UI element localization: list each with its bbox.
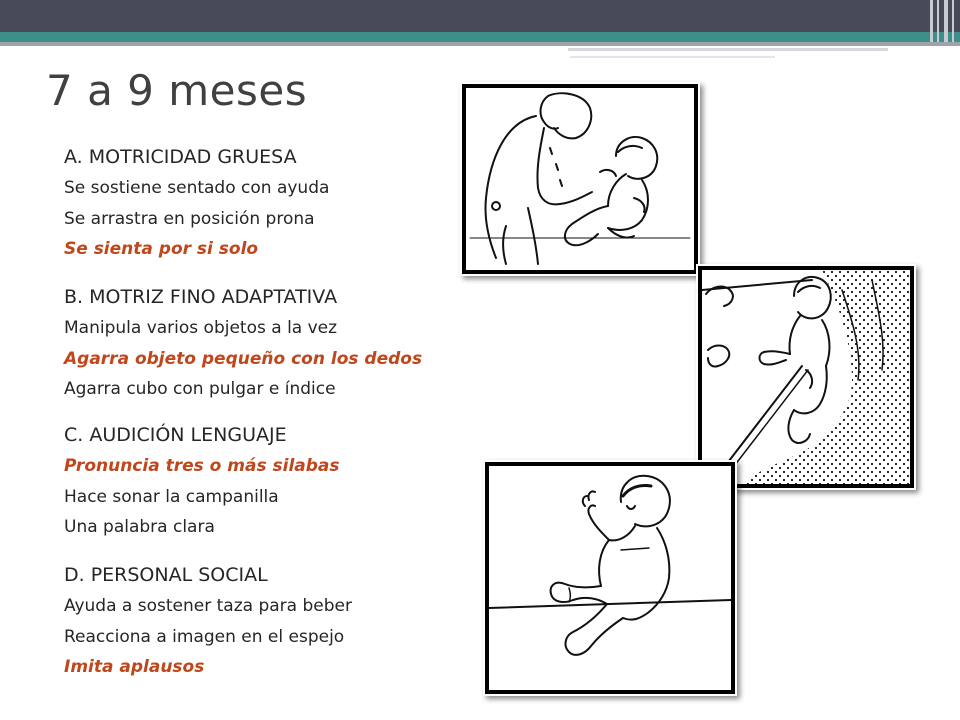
list-item: Ayuda a sostener taza para beber	[64, 596, 352, 616]
list-item-highlighted: Se sienta por si solo	[64, 239, 259, 259]
section-heading: D. PERSONAL SOCIAL	[64, 564, 268, 586]
section-audicion-lenguaje	[64, 421, 340, 543]
header-edge-stripe	[952, 0, 954, 42]
list-item: Se sostiene sentado con ayuda	[64, 178, 330, 198]
header-edge-stripe	[930, 0, 933, 42]
baby-sitting-alone-illustration	[485, 462, 735, 694]
section-heading: B. MOTRIZ FINO ADAPTATIVA	[64, 286, 338, 308]
section-motricidad-gruesa	[64, 143, 329, 265]
list-item: Una palabra clara	[64, 517, 215, 537]
slide-title: 7 a 9 meses	[46, 66, 308, 115]
list-item: Se arrastra en posición prona	[64, 208, 315, 229]
list-item: Hace sonar la campanilla	[64, 486, 279, 507]
section-heading: A. MOTRICIDAD GRUESA	[64, 146, 297, 168]
list-item-highlighted: Imita aplausos	[64, 657, 205, 677]
mother-holding-baby-illustration	[462, 84, 698, 274]
header-bar	[0, 0, 960, 32]
header-edge-stripe	[937, 0, 939, 42]
section-heading: C. AUDICIÓN LENGUAJE	[64, 424, 287, 446]
list-item: Reacciona a imagen en el espejo	[64, 626, 345, 647]
section-personal-social	[64, 561, 352, 683]
mother-baby-drawing	[466, 88, 694, 270]
baby-sitting-reaching-illustration	[698, 266, 914, 488]
header-divider	[0, 42, 960, 46]
list-item: Manipula varios objetos a la vez	[64, 318, 338, 338]
list-item: Agarra cubo con pulgar e índice	[64, 379, 336, 399]
list-item-highlighted: Agarra objeto pequeño con los dedos	[64, 348, 423, 369]
baby-sitting-drawing	[489, 466, 731, 690]
section-motriz-fino-adaptativa	[64, 283, 422, 405]
header-edge-stripe	[944, 0, 948, 42]
header-accent-bar	[0, 32, 960, 42]
header-decor-line	[570, 56, 775, 58]
header-decor-line	[568, 48, 888, 51]
list-item-highlighted: Pronuncia tres o más silabas	[64, 456, 340, 476]
baby-reaching-drawing	[702, 270, 910, 484]
